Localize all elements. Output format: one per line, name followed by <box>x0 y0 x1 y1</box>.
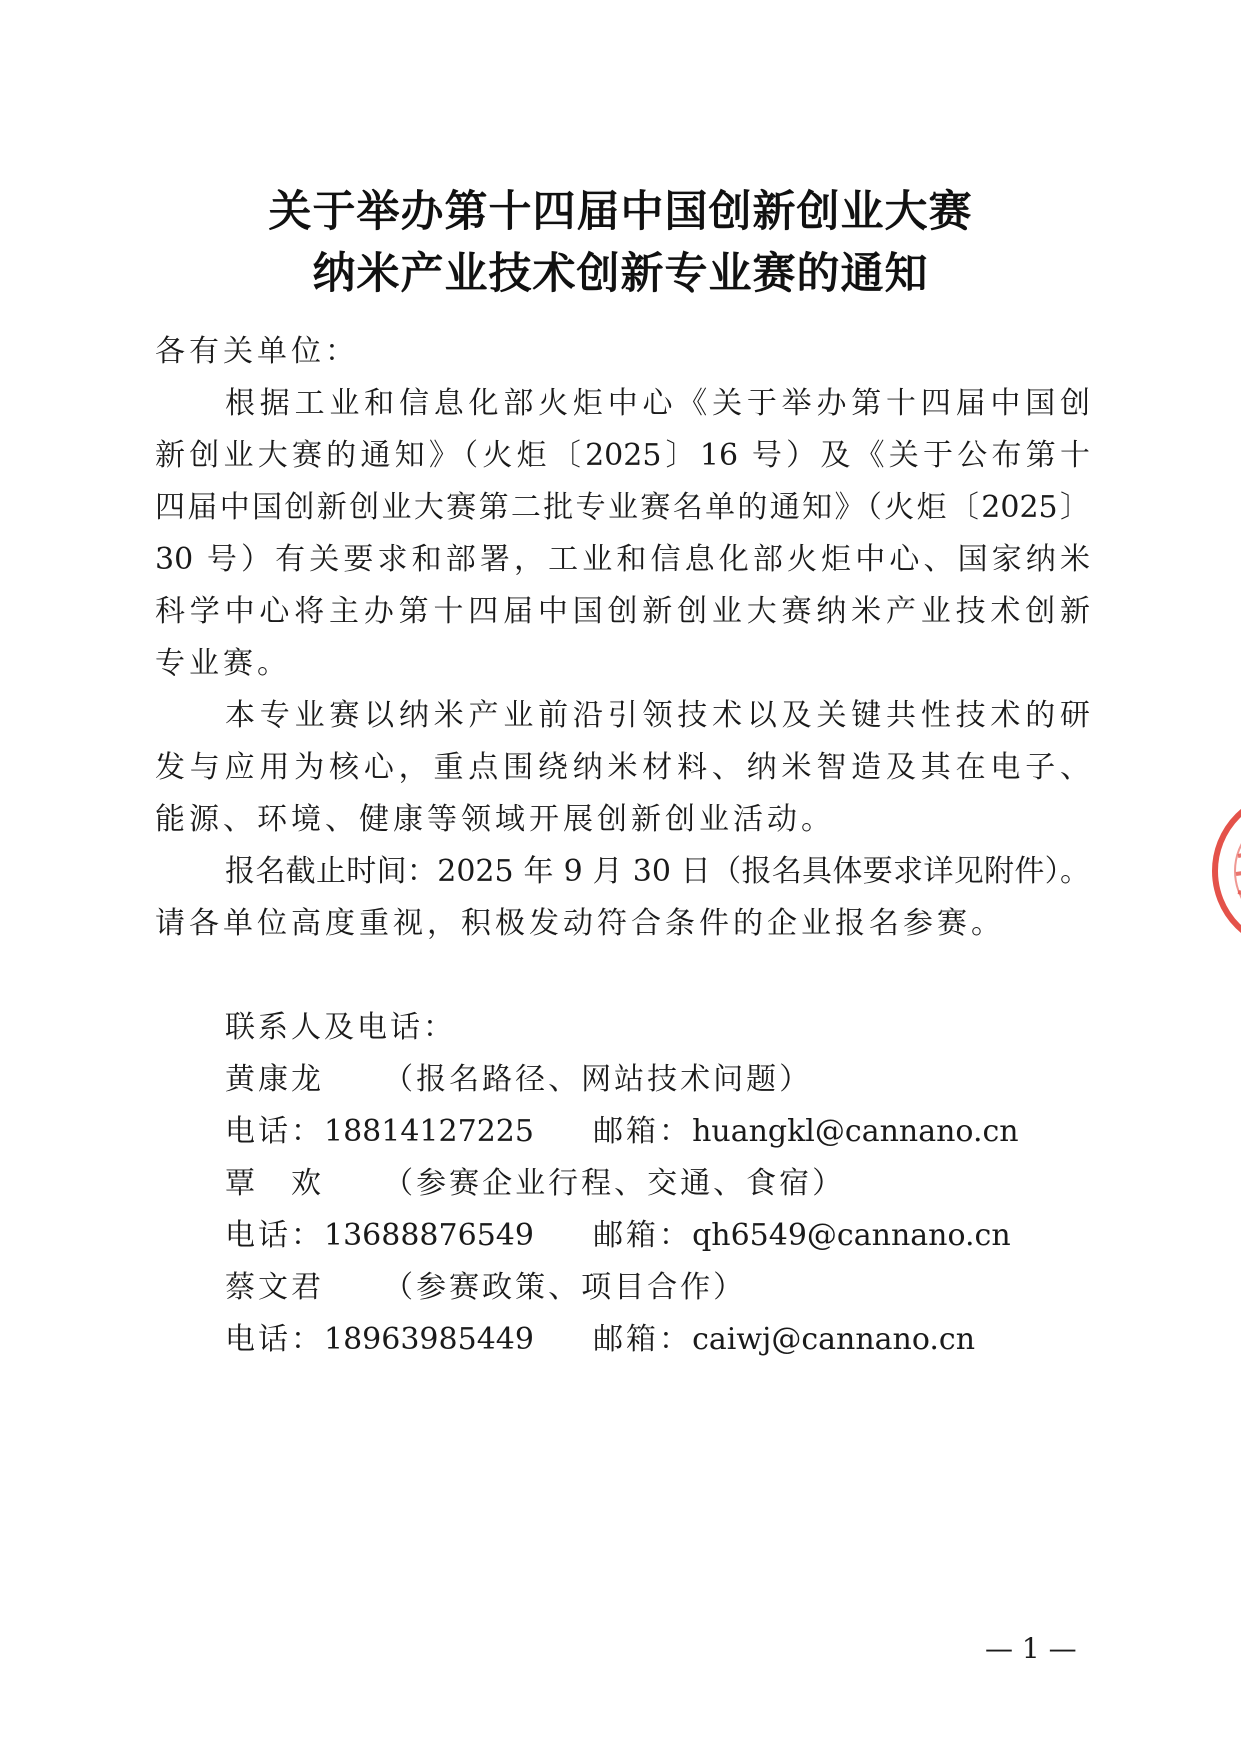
email-address: qh6549@cannano.cn <box>692 1218 1011 1253</box>
paragraph1-line: 四届中国创新创业大赛第二批专业赛名单的通知》（火炬〔2025〕 <box>155 490 1090 525</box>
contacts-heading: 联系人及电话： <box>225 1010 456 1045</box>
contact-role: （参赛企业行程、交通、食宿） <box>383 1166 846 1201</box>
contact-role: （报名路径、网站技术问题） <box>383 1062 813 1097</box>
contact-name: 蔡文君 <box>225 1270 324 1305</box>
phone-label: 电话： <box>225 1218 324 1253</box>
email-address: caiwj@cannano.cn <box>692 1322 976 1357</box>
contact-name: 覃 欢 <box>225 1166 324 1201</box>
email-label: 邮箱： <box>593 1218 693 1253</box>
paragraph1-line: 专业赛。 <box>155 646 291 681</box>
contact-person <box>225 1268 746 1308</box>
paragraph1-line: 30 号）有关要求和部署，工业和信息化部火炬中心、国家纳米 <box>155 542 1090 577</box>
contact-details <box>225 1320 975 1360</box>
paragraph1-line: 根据工业和信息化部火炬中心《关于举办第十四届中国创 <box>225 386 1090 421</box>
paragraph2-line: 发与应用为核心，重点围绕纳米材料、纳米智造及其在电子、 <box>155 750 1090 785</box>
contact-role: （参赛政策、项目合作） <box>383 1270 747 1305</box>
contact-person <box>225 1164 845 1204</box>
paragraph1-line: 新创业大赛的通知》（火炬〔2025〕16 号）及《关于公布第十 <box>155 438 1090 473</box>
paragraph2-line: 本专业赛以纳米产业前沿引领技术以及关键共性技术的研 <box>225 698 1090 733</box>
phone-label: 电话： <box>225 1114 324 1149</box>
email-label: 邮箱： <box>593 1322 693 1357</box>
email-address: huangkl@cannano.cn <box>692 1114 1019 1149</box>
paragraph2-line: 能源、环境、健康等领域开展创新创业活动。 <box>155 802 835 837</box>
email-label: 邮箱： <box>593 1114 693 1149</box>
contact-details <box>225 1216 1011 1256</box>
paragraph1-line: 科学中心将主办第十四届中国创新创业大赛纳米产业技术创新 <box>155 594 1090 629</box>
contact-name: 黄康龙 <box>225 1062 324 1097</box>
phone-number: 13688876549 <box>324 1218 534 1253</box>
document-title-line-1: 关于举办第十四届中国创新创业大赛 <box>268 187 973 237</box>
contact-details <box>225 1112 1019 1152</box>
paragraph3-line: 请各单位高度重视，积极发动符合条件的企业报名参赛。 <box>155 906 1005 941</box>
phone-label: 电话： <box>225 1322 324 1357</box>
paragraph3-line: 报名截止时间：2025 年 9 月 30 日（报名具体要求详见附件）。 <box>225 854 1090 889</box>
phone-number: 18814127225 <box>324 1114 534 1149</box>
page-number: — 1 — <box>985 1632 1077 1665</box>
contact-person <box>225 1060 812 1100</box>
document-title-line-2: 纳米产业技术创新专业赛的通知 <box>312 249 929 299</box>
official-seal-stamp <box>1212 790 1241 952</box>
phone-number: 18963985449 <box>324 1322 534 1357</box>
salutation: 各有关单位： <box>155 334 359 369</box>
seal-icon <box>1218 796 1241 946</box>
